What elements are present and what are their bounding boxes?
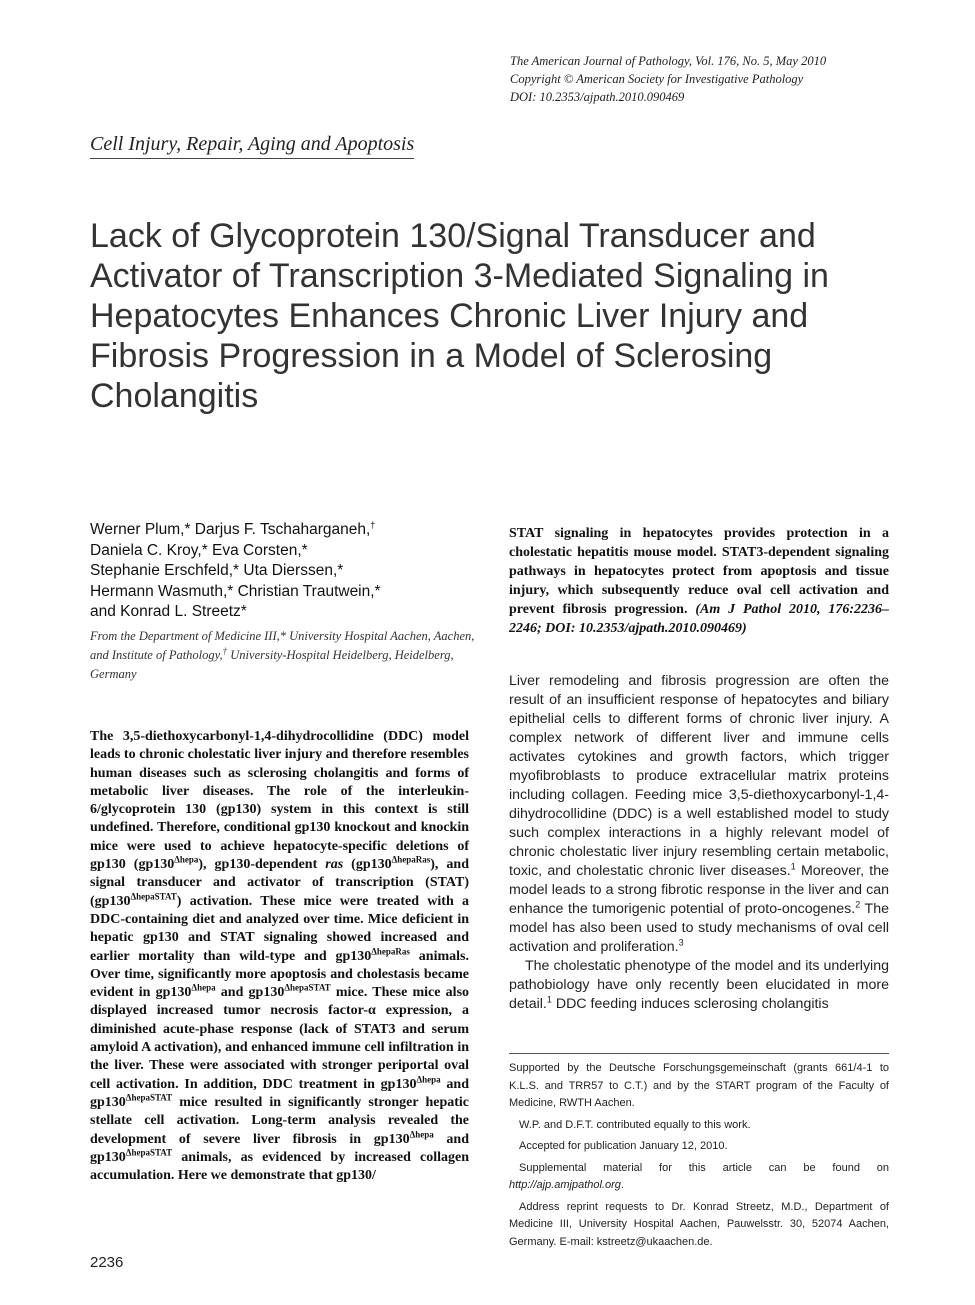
paragraph: The cholestatic phenotype of the model and its underlying pathobiology have only recently been elucidated in more detail.$^1$ DDC feeding induces sclerosing cholangitis — [509, 958, 889, 1012]
abstract: The 3,5-diethoxycarbonyl-1,4-dihydrocollidine (DDC) model leads to chronic cholestatic liver injury and therefore resembles human diseases such as sclerosing cholangitis and forms of metabolic liver diseases. The role of the interleukin-6/glycoprotein 130 (gp130) system in this context is still undefined. Therefore, conditional gp130 knockout and knockin mice were used to achieve hepatocyte-specific deletions of gp130 $(gp130^{\Delta hepa})$, gp130-dependent ras $(gp130^{\Delta hepaRas})$, and signal transducer and activator of transcription (STAT) $(gp130^{\Delta hepaSTAT})$ activation. These mice were treated with a DDC-containing diet and analyzed over time. Mice deficient in hepatic gp130 and STAT signaling showed increased and earlier mortality than wild-type and $gp130^{\Delta hepaRas}$ animals. Over time, significantly more apoptosis and cholestasis became evident in $gp130^{\Delta hepa}$ and $gp130^{\Delta hepaSTAT}$ mice. These mice also displayed increased tumor necrosis factor-α expression, a diminished acute-phase response (lack of STAT3 and serum amyloid A activation), and enhanced immune cell infiltration in the liver. These were associated with stronger periportal oval cell activation. In addition, DDC treatment in $gp130^{\Delta hepa}$ and $gp130^{\Delta hepaSTAT}$ mice resulted in significantly stronger hepatic stellate cell activation. Long-term analysis revealed the development of severe liver fibrosis in $gp130^{\Delta hepa}$ and $gp130^{\Delta hepaSTAT}$ animals, as evidenced by increased collagen accumulation. Here we demonstrate that gp130/ — [90, 729, 470, 1184]
affiliation-mark: † — [222, 645, 228, 656]
reference-link[interactable]: 1 — [546, 994, 552, 1005]
footnote-funding: Supported by the Deutsche Forschungsgemeinschaft (grants 661/4-1 to K.L.S. and TRR57 to C.T.) and by the START program of the Faculty of Medicine, RWTH Aachen. — [509, 1062, 889, 1109]
author-line: and Konrad L. Streetz* — [90, 603, 247, 620]
reference-link[interactable]: 1 — [790, 861, 796, 872]
footnote-equal-contribution: W.P. and D.F.T. contributed equally to this work. — [519, 1118, 751, 1131]
section-label: Cell Injury, Repair, Aging and Apoptosis — [90, 133, 414, 159]
body-text — [509, 672, 889, 1014]
journal-copyright: Copyright © American Society for Investigative Pathology — [510, 72, 804, 86]
footnote-divider — [509, 1053, 889, 1054]
footnote-supplemental: Supplemental material for this article can be found on http://ajp.amjpathol.org. — [509, 1161, 889, 1191]
author-line: Hermann Wasmuth,* Christian Trautwein,* — [90, 582, 381, 600]
author-list — [90, 520, 490, 623]
abstract-continued: STAT signaling in hepatocytes provides protection in a cholestatic hepatitis mouse model. STAT3-dependent signaling pathways in hepatocytes protect from apoptosis and tissue injury, which subsequently reduce oval cell activation and prevent fibrosis progression. (Am J Pathol 2010, 176:2236–2246; DOI: 10.2353/ajpath.2010.090469) — [509, 526, 889, 636]
journal-citation: The American Journal of Pathology, Vol. 176, No. 5, May 2010 — [510, 54, 827, 68]
supplemental-link[interactable]: http://ajp.amjpathol.org — [509, 1179, 621, 1191]
footnote-accepted: Accepted for publication January 12, 2010. — [519, 1140, 728, 1152]
author-line: Werner Plum,* Darjus F. Tschaharganeh, — [90, 521, 371, 538]
paragraph: Liver remodeling and fibrosis progression are often the result of an insufficient response of hepatocytes and biliary epithelial cells to different forms of chronic liver injury. A complex network of different liver and immune cells activates cytokines and growth factors, which trigger myofibroblasts to produce extracellular matrix proteins including collagen. Feeding mice 3,5-diethoxycarbonyl-1,4-dihydrocollidine (DDC) is a well established model to study such complex interactions in a highly relevant model of chronic cholestatic liver injury resembling certain metabolic, toxic, and cholestatic chronic liver diseases.$^1$ Moreover, the model leads to a strong fibrotic response in the liver and can enhance the tumorigenic potential of proto-oncogenes.$^2$ The model has also been used to study mechanisms of oval cell activation and proliferation.$^3$ — [509, 673, 889, 955]
journal-header — [510, 52, 930, 106]
affiliation: From the Department of Medicine III,* University Hospital Aachen, Aachen, and Institute of Pathology,† University-Hospital Heidelberg, Heidelberg, Germany — [90, 629, 475, 681]
journal-doi: DOI: 10.2353/ajpath.2010.090469 — [510, 90, 685, 104]
footnotes — [509, 1060, 889, 1255]
author-line: Stephanie Erschfeld,* Uta Dierssen,* — [90, 562, 344, 579]
page-number: 2236 — [90, 1254, 124, 1271]
affiliation-mark: † — [370, 519, 376, 530]
author-line: Daniela C. Kroy,* Eva Corsten,* — [90, 541, 308, 559]
citation: (Am J Pathol 2010, 176:2236–2246; DOI: 10.2353/ajpath.2010.090469) — [509, 602, 889, 636]
footnote-reprint: Address reprint requests to Dr. Konrad Streetz, M.D., Department of Medicine III, University Hospital Aachen, Pauwelsstr. 30, 52074 Aachen, Germany. E-mail: kstreetz@ukaachen.de. — [509, 1200, 889, 1248]
article-title: Lack of Glycoprotein 130/Signal Transducer and Activator of Transcription 3-Mediated Signaling in Hepatocytes Enhances Chronic Liver Injury and Fibrosis Progression in a Model of Sclerosing Cholangitis — [90, 217, 829, 415]
reference-link[interactable]: 2 — [855, 899, 861, 910]
reference-link[interactable]: 3 — [678, 937, 684, 948]
